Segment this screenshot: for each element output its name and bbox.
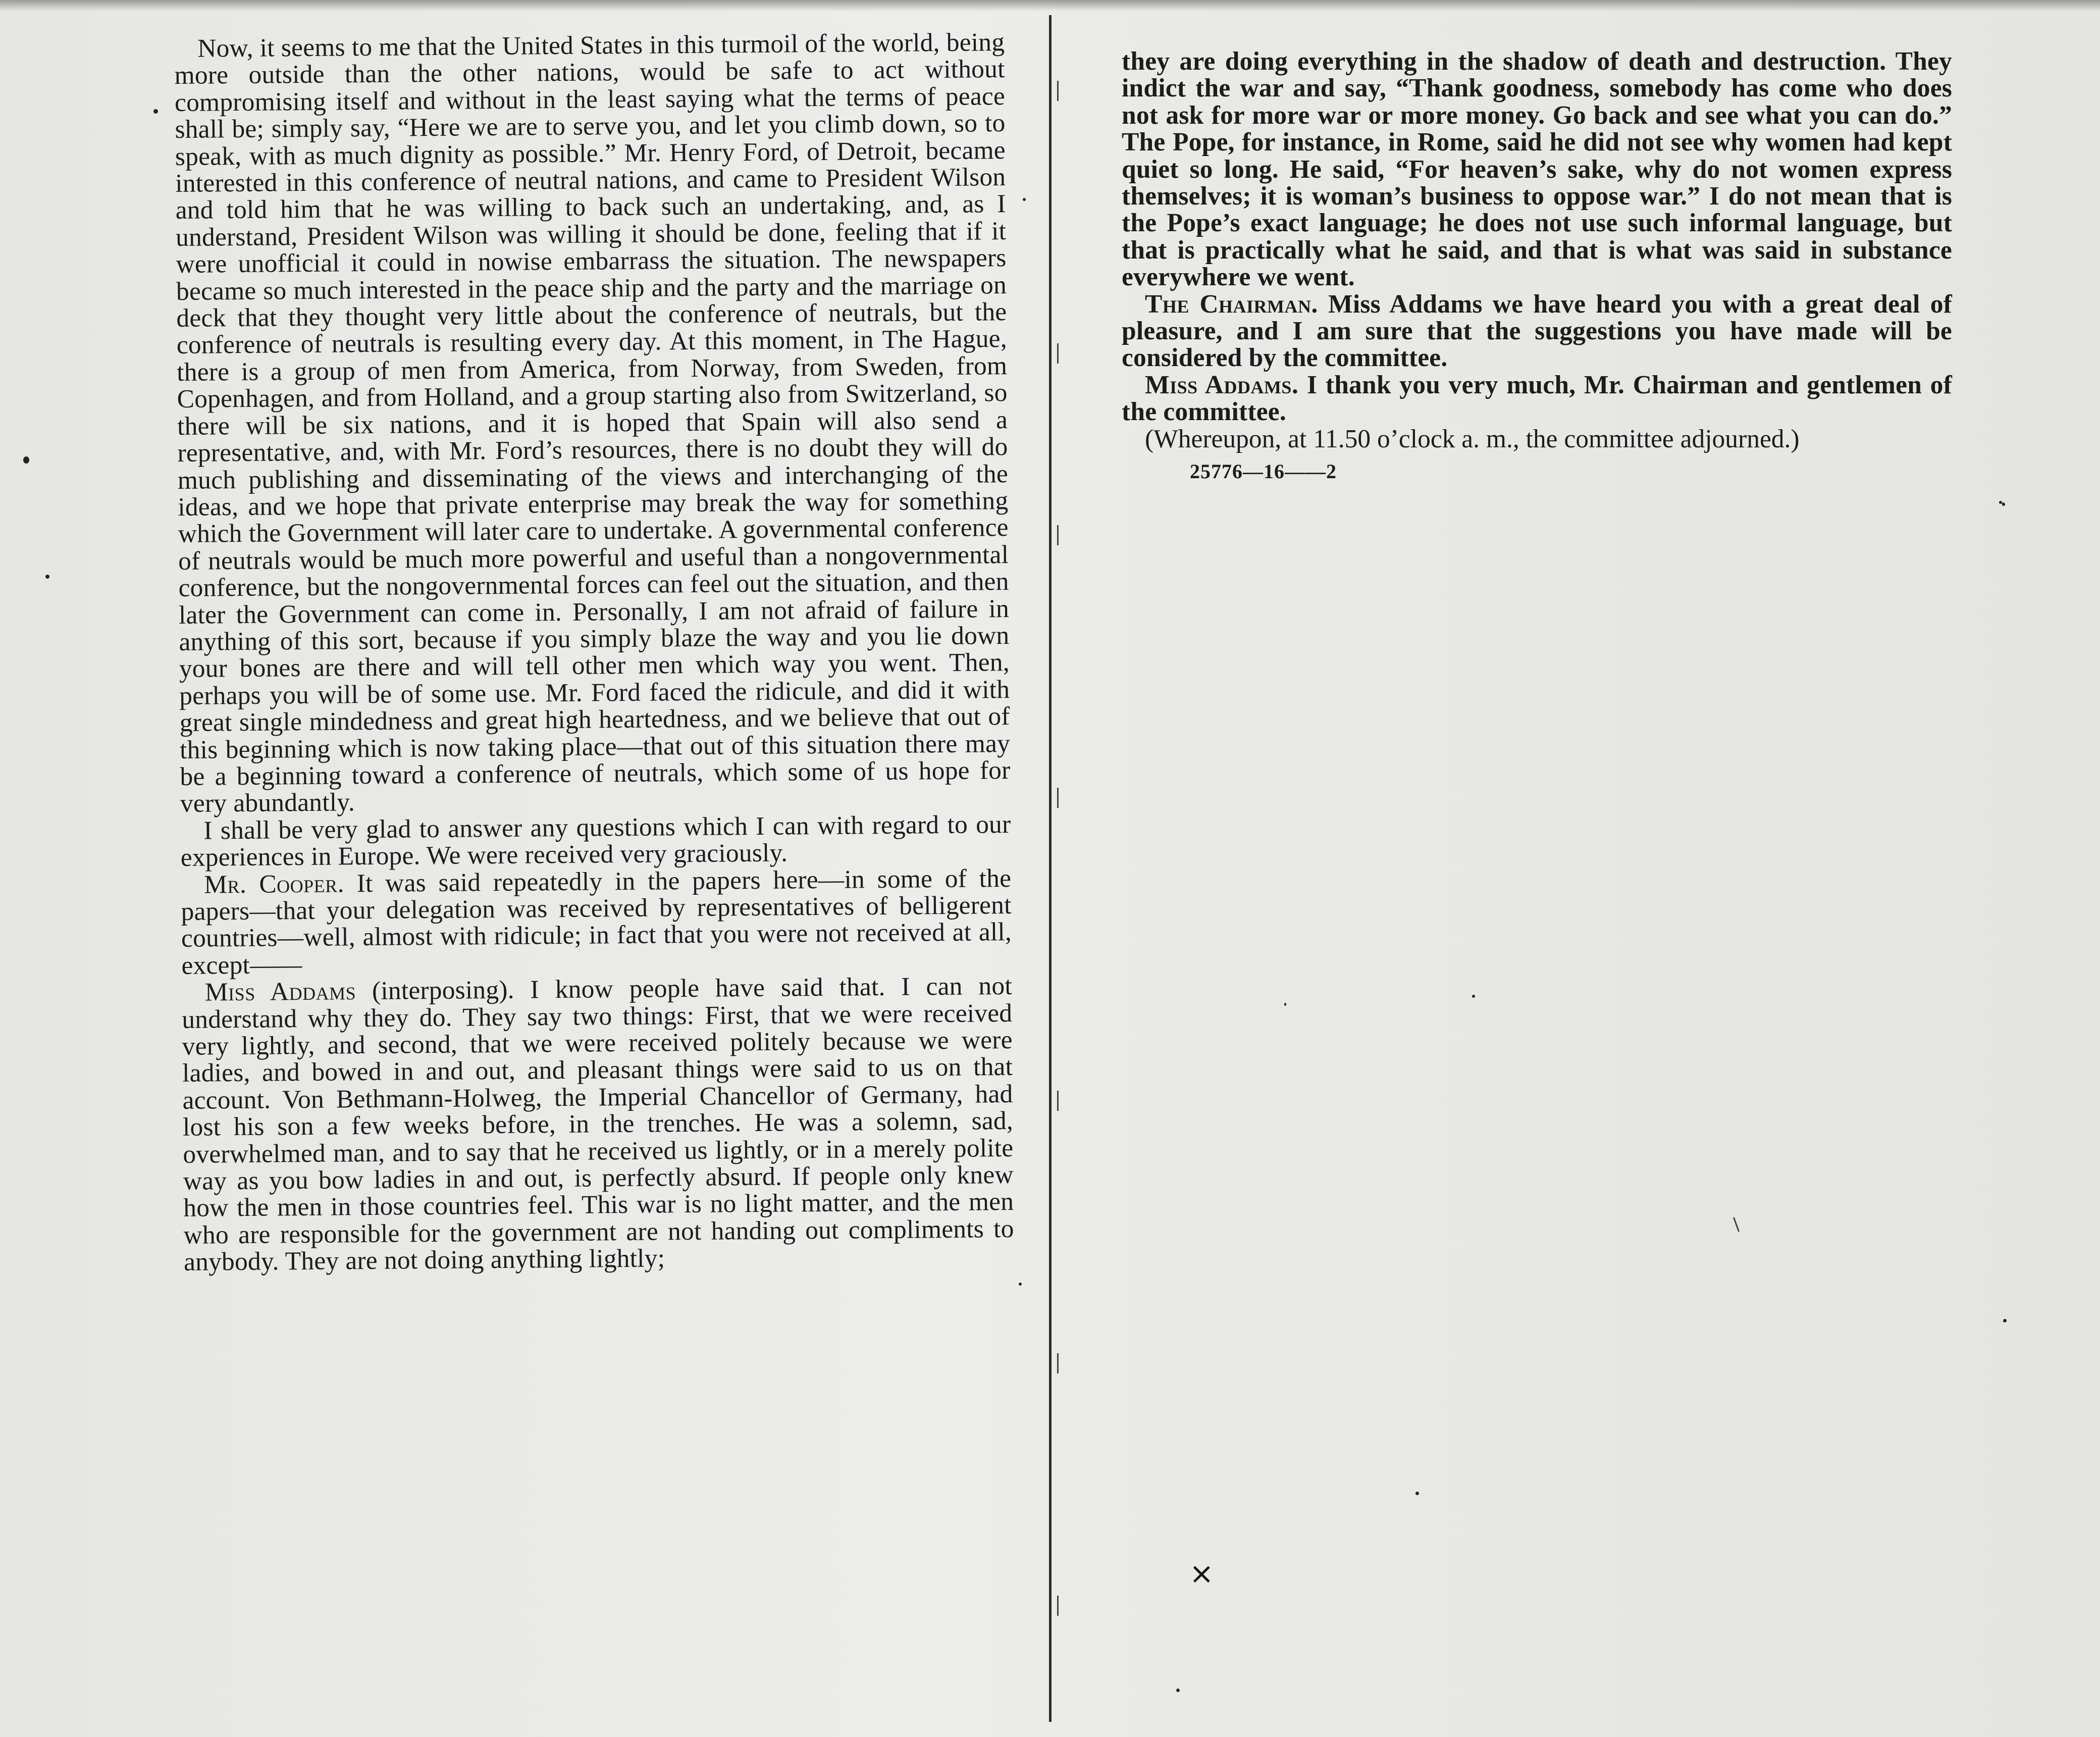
gutter-tick (1057, 1596, 1059, 1616)
scan-speck (1415, 1492, 1419, 1495)
gutter-tick (1057, 1091, 1059, 1111)
gutter-tick (1057, 788, 1059, 808)
left-paragraph-1: Now, it seems to me that the United States in this turmoil of the world, being more outside than the other nations, would be safe to act without compromising itself and without in the least saying what the terms of peace shall be; simply say, “Here we are to serve you, and let you climb down, so to speak, with as much dignity as possible.” Mr. Henry Ford, of Detroit, became interested in this conference of neutral nations, and came to President Wilson and told him that he was willing to back such an undertaking, and, as I understand, President Wilson was willing it should be done, feeling that if it were unofficial it could in nowise embarrass the situation. The newspapers became so much interested in the peace ship and the party and the marriage on deck that they thought very little about the conference of neutrals, but the conference of neutrals is resulting every day. At this moment, in The Hague, there is a group of men from America, from Norway, from Sweden, from Copenhagen, and from Holland, and a group starting also from Switzerland, so there will be six nations, and it is hoped that Spain will also send a representative, and, with Mr. Ford’s resources, there is no doubt they will do much publishing and disseminating of the views and interchanging of the ideas, and we hope that private enterprise may break the way for something which the Government will later care to undertake. A governmental conference of neutrals would be much more powerful and useful than a nongovernmental conference, but the nongovernmental forces can feel out the situation, and then later the Government can come in. Personally, I am not afraid of failure in anything of this sort, because if you simply blaze the way and you lie down your bones are there and will tell other men which way you went. Then, perhaps you will be of some use. Mr. Ford faced the ridicule, and did it with great single mindedness and great high heartedness, and we believe that out of this beginning which is now taking place—that out of this situation there may be a beginning toward a conference of neutrals, which some of us hope for very abundantly. (174, 28, 1011, 819)
scan-top-shadow (0, 0, 2100, 11)
page-gutter (1049, 15, 1052, 1722)
right-page (1122, 48, 1952, 483)
scan-speck (1472, 995, 1475, 998)
scan-speck (23, 456, 29, 464)
gutter-tick (1057, 343, 1059, 364)
addams-closing-remark: I thank you very much, Mr. Chairman and gentlemen of the committee. (1122, 370, 1952, 427)
right-paragraph-1: they are doing everything in the shadow of death and destruction. They indict the war and say, “Thank goodness, somebody has come who does not ask for more war or more money. Go back and see what you can do.” The Pope, for instance, in Rome, said he did not see why women had kept quiet so long. He said, “For heaven’s sake, why do not women express themselves; it is woman’s business to oppose war.” I do not mean that is the Pope’s exact language; he does not use such informal language, but that is practically what he said, and that is what was said in substance everywhere we went. (1122, 47, 1952, 292)
gutter-tick (1057, 81, 1059, 101)
cooper-remark: It was said repeatedly in the papers here—in some of the papers—that your delegation was received by representatives of belligerent countries—well, almost with ridicule; in fact that you were not received at all, except—— (181, 863, 1012, 980)
stray-x-mark: × (1189, 1556, 1214, 1591)
chairman-remark: Miss Addams we have heard you with a great deal of pleasure, and I am sure that the suggestions you have made will be considered by the committee. (1122, 289, 1952, 373)
left-page (174, 29, 1014, 1276)
left-paragraph-3 (181, 865, 1012, 980)
left-paragraph-4 (182, 973, 1015, 1275)
scan-speck (2002, 502, 2005, 505)
scan-speck (1284, 1003, 1286, 1006)
adjournment-note: (Whereupon, at 11.50 o’clock a. m., the committee adjourned.) (1145, 424, 1800, 453)
scan-speck (2003, 1319, 2007, 1322)
speaker-addams: Miss Addams (204, 977, 356, 1007)
addams-reply: (interposing). I know people have said that. I can not understand why they do. They say two things: First, that we were received very lightly, and second, that we were received politely because we were ladies, and bowed in and out, and pleasant things were said to us on that account. Von Bethmann-Holweg, the Imperial Chancellor of Germany, had lost his son a few weeks before, in the trenches. He was a solemn, sad, overwhelmed man, and to say that he received us lightly, or in a merely polite way as you bow ladies in and out, is perfectly absurd. If people only knew how the men in those countries feel. This war is no light matter, and the men who are responsible for the government are not handing out compliments to anybody. They are not doing anything lightly; (182, 972, 1014, 1277)
gutter-tick (1057, 1353, 1059, 1373)
scan-speck (1019, 1283, 1022, 1286)
gutter-tick (1057, 525, 1059, 545)
scan-speck (45, 575, 49, 579)
scan-speck (153, 109, 158, 114)
right-paragraph-2 (1122, 291, 1952, 372)
speaker-cooper: Mr. Cooper. (203, 868, 345, 899)
speaker-addams-closing: Miss Addams. (1145, 370, 1299, 399)
scan-scratch (1733, 1217, 1740, 1232)
right-paragraph-3 (1122, 372, 1952, 426)
print-job-number: 25776—16——2 (1190, 460, 1337, 483)
left-paragraph-2: I shall be very glad to answer any questions which I can with regard to our experiences in Europe. We were received very graciously. (180, 809, 1011, 873)
scan-speck (1023, 198, 1026, 201)
speaker-chairman: The Chairman. (1145, 289, 1318, 319)
scan-speck (1176, 1689, 1180, 1692)
